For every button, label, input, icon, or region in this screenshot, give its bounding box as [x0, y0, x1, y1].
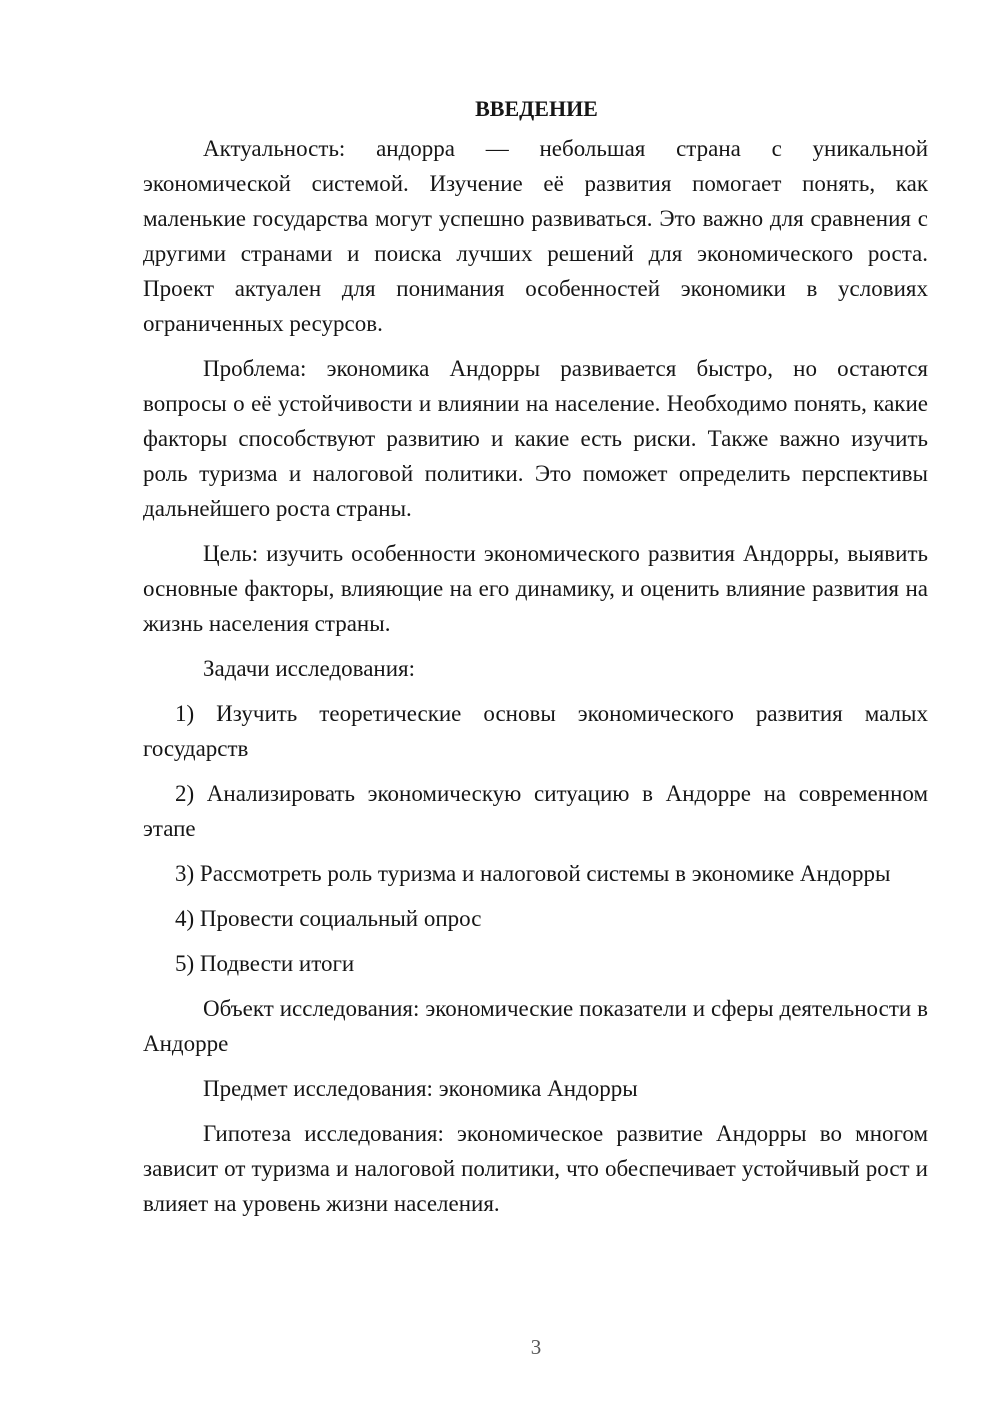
paragraph-subject: Предмет исследования: экономика Андорры: [203, 1076, 638, 1101]
task-item-5: 5) Подвести итоги: [175, 951, 355, 976]
section-heading: ВВЕДЕНИЕ: [475, 96, 598, 121]
paragraph-goal: Цель: изучить особенности экономического развития Андорры, выявить основные факторы, влияющие на его динамику, и оценить влияние развития на жизнь населения страны.: [143, 541, 928, 636]
tasks-title: Задачи исследования:: [203, 656, 416, 681]
paragraph-problem: Проблема: экономика Андорры развивается быстро, но остаются вопросы о её устойчивости и влиянии на население. Необходимо понять, какие факторы способствуют развитию и какие есть риски. Также важно изучить роль туризма и налоговой политики. Это поможет определить перспективы дальнейшего роста страны.: [143, 356, 928, 521]
paragraph-relevance: Актуальность: андорра — небольшая страна с уникальной экономической системой. Изучение её развития помогает понять, как маленькие государства могут успешно развиваться. Это важно для сравнения с другими странами и поиска лучших решений для экономического роста. Проект актуален для понимания особенностей экономики в условиях ограниченных ресурсов.: [143, 136, 928, 336]
task-item-4: 4) Провести социальный опрос: [175, 906, 482, 931]
task-item-3: 3) Рассмотреть роль туризма и налоговой системы в экономике Андорры: [175, 861, 891, 886]
page-number: 3: [530, 1335, 542, 1359]
task-item-2: 2) Анализировать экономическую ситуацию в Андорре на современном этапе: [143, 781, 928, 841]
paragraph-hypothesis: Гипотеза исследования: экономическое развитие Андорры во многом зависит от туризма и налоговой политики, что обеспечивает устойчивый рост и влияет на уровень жизни населения.: [143, 1121, 928, 1216]
task-item-1: 1) Изучить теоретические основы экономического развития малых государств: [143, 701, 928, 761]
page-content: [143, 91, 928, 1221]
paragraph-object: Объект исследования: экономические показатели и сферы деятельности в Андорре: [143, 996, 928, 1056]
